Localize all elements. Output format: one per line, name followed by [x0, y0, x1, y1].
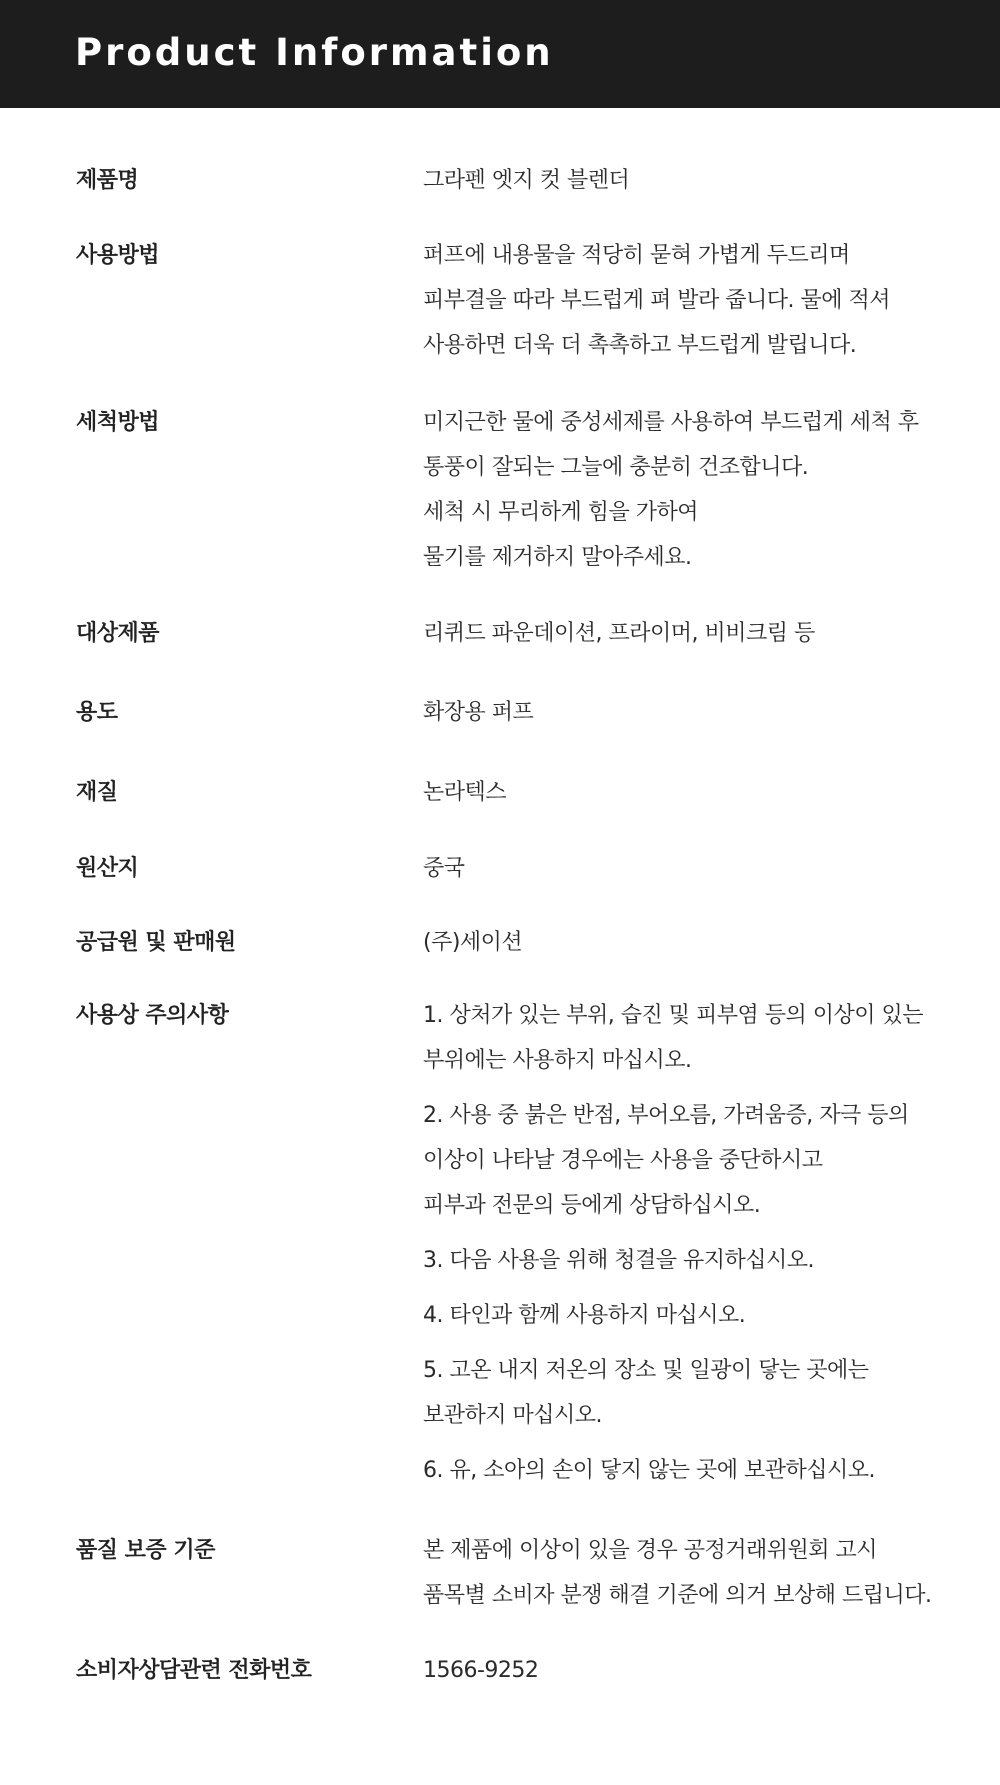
caution-item: [423, 1356, 983, 1446]
value-line: (주)세이션: [423, 930, 523, 955]
row-value: [423, 1656, 983, 1701]
row-value: [423, 928, 983, 973]
value-line: 논라텍스: [423, 780, 507, 805]
row-label: 원산지: [76, 856, 139, 881]
value-line: 사용하면 더욱 더 촉촉하고 부드럽게 발립니다.: [423, 333, 857, 358]
value-line: 통풍이 잘되는 그늘에 충분히 건조합니다.: [423, 455, 809, 480]
page-header: [0, 0, 1000, 108]
value-line: 5. 고온 내지 저온의 장소 및 일광이 닿는 곳에는: [423, 1358, 869, 1383]
value-line: 6. 유, 소아의 손이 닿지 않는 곳에 보관하십시오.: [423, 1458, 875, 1483]
row-value: [423, 698, 983, 743]
row-label: 용도: [76, 700, 118, 725]
value-line: 피부과 전문의 등에게 상담하십시오.: [423, 1193, 761, 1218]
row-value: [423, 408, 983, 588]
row-label: 제품명: [76, 168, 139, 193]
value-line: 본 제품에 이상이 있을 경우 공정거래위원회 고시: [423, 1538, 878, 1563]
caution-item: [423, 1101, 983, 1236]
caution-item: [423, 1456, 983, 1501]
value-line: 이상이 나타날 경우에는 사용을 중단하시고: [423, 1148, 823, 1173]
row-value: [423, 778, 983, 823]
value-line: 품목별 소비자 분쟁 해결 기준에 의거 보상해 드립니다.: [423, 1583, 932, 1608]
value-line: 물기를 제거하지 말아주세요.: [423, 545, 692, 570]
row-label: 세척방법: [76, 410, 160, 435]
row-label: 재질: [76, 780, 118, 805]
caution-item: [423, 1301, 983, 1346]
value-line: 세척 시 무리하게 힘을 가하여: [423, 500, 698, 525]
value-line: 리퀴드 파운데이션, 프라이머, 비비크림 등: [423, 621, 815, 646]
value-line: 퍼프에 내용물을 적당히 묻혀 가볍게 두드리며: [423, 243, 850, 268]
value-line: 미지근한 물에 중성세제를 사용하여 부드럽게 세척 후: [423, 410, 919, 435]
value-line: 3. 다음 사용을 위해 청결을 유지하십시오.: [423, 1248, 814, 1273]
row-label: 공급원 및 판매원: [76, 930, 236, 955]
value-line: 1566-9252: [423, 1658, 539, 1683]
value-line: 부위에는 사용하지 마십시오.: [423, 1048, 692, 1073]
row-label: 소비자상담관련 전화번호: [76, 1658, 312, 1683]
row-label: 품질 보증 기준: [76, 1538, 215, 1563]
value-line: 1. 상처가 있는 부위, 습진 및 피부염 등의 이상이 있는: [423, 1003, 923, 1028]
value-line: 피부결을 따라 부드럽게 펴 발라 줍니다. 물에 적셔: [423, 288, 890, 313]
row-label: 사용상 주의사항: [76, 1003, 229, 1028]
row-value: [423, 166, 983, 211]
value-line: 4. 타인과 함께 사용하지 마십시오.: [423, 1303, 746, 1328]
row-value: [423, 1536, 983, 1626]
row-value: [423, 1001, 983, 1511]
page-title: Product Information: [75, 31, 554, 74]
row-label: 대상제품: [76, 621, 160, 646]
caution-item: [423, 1246, 983, 1291]
row-value: [423, 619, 983, 664]
value-line: 보관하지 마십시오.: [423, 1403, 603, 1428]
row-value: [423, 854, 983, 899]
row-label: 사용방법: [76, 243, 160, 268]
value-line: 중국: [423, 856, 465, 881]
value-line: 그라펜 엣지 컷 블렌더: [423, 168, 630, 193]
value-line: 2. 사용 중 붉은 반점, 부어오름, 가려움증, 자극 등의: [423, 1103, 909, 1128]
caution-item: [423, 1001, 983, 1091]
row-value: [423, 241, 983, 376]
value-line: 화장용 퍼프: [423, 700, 534, 725]
